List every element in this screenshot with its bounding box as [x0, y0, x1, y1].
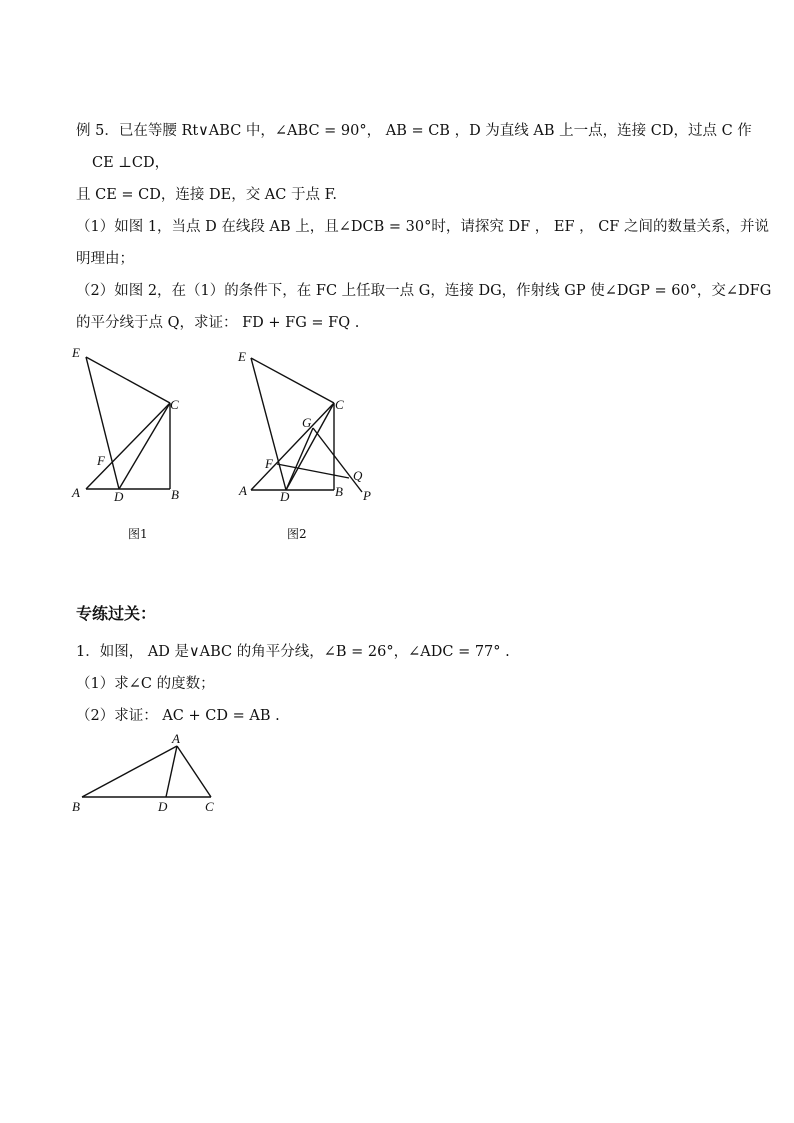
example5-q2-line2: 的平分线于点 Q，求证： FD + FG = FQ . — [76, 315, 360, 331]
label-F: F — [265, 456, 273, 471]
label-D: D — [158, 799, 168, 814]
figure-2 — [230, 340, 390, 510]
figure-3 — [70, 728, 230, 818]
label-E: E — [72, 345, 80, 360]
label-C: C — [335, 397, 344, 412]
problem1-part2: （2）求证： AC + CD = AB . — [76, 708, 280, 724]
figure-3-drawing — [70, 728, 230, 818]
segment-DG — [286, 428, 313, 490]
segment-FQ — [277, 464, 349, 478]
label-B: B — [335, 484, 343, 499]
label-D: D — [114, 489, 124, 504]
label-A: A — [239, 483, 247, 498]
label-A: A — [72, 485, 80, 500]
example5-line3: 且 CE = CD，连接 DE，交 AC 于点 F. — [76, 187, 337, 203]
problem1-part1: （1）求∠C 的度数； — [76, 676, 215, 692]
segment-AC — [86, 403, 170, 489]
figure-1 — [60, 340, 200, 510]
segment-AC — [177, 746, 211, 797]
label-E: E — [238, 349, 246, 364]
figure-1-caption: 图1 — [128, 527, 148, 541]
label-F: F — [97, 453, 105, 468]
figure-2-drawing — [230, 340, 390, 510]
label-Q: Q — [353, 468, 363, 483]
example5-q1-line1: （1）如图 1，当点 D 在线段 AB 上，且∠DCB = 30°时，请探究 DF ， EF ， CF 之间的数量关系，并说 — [76, 219, 769, 235]
segment-EC — [251, 358, 334, 403]
example5-line1: 例 5．已在等腰 Rt∨ABC 中，∠ABC = 90°， AB = CB ，D 为直线 AB 上一点，连接 CD，过点 C 作 — [76, 123, 752, 139]
figure-2-caption: 图2 — [287, 527, 307, 541]
segment-EC — [86, 357, 170, 403]
segment-BA — [82, 746, 177, 797]
segment-DC — [119, 403, 170, 489]
figure-1-drawing — [60, 340, 200, 510]
example5-line2: CE ⊥CD， — [92, 155, 170, 171]
label-C: C — [170, 397, 179, 412]
label-D: D — [280, 489, 290, 504]
label-C: C — [205, 799, 214, 814]
segment-AD — [166, 746, 177, 797]
label-B: B — [72, 799, 80, 814]
label-G: G — [302, 415, 312, 430]
label-B: B — [171, 487, 179, 502]
practice-section-title: 专练过关： — [76, 604, 157, 623]
example5-q1-line2: 明理由； — [76, 251, 134, 267]
label-A: A — [172, 731, 180, 746]
label-P: P — [363, 488, 371, 503]
example5-q2-line1: （2）如图 2，在（1）的条件下，在 FC 上任取一点 G，连接 DG，作射线 GP 使∠DGP = 60°，交∠DFG — [76, 283, 772, 299]
segment-ED — [86, 357, 119, 489]
problem1-statement: 1．如图， AD 是∨ABC 的角平分线，∠B = 26°，∠ADC = 77° . — [76, 644, 510, 660]
